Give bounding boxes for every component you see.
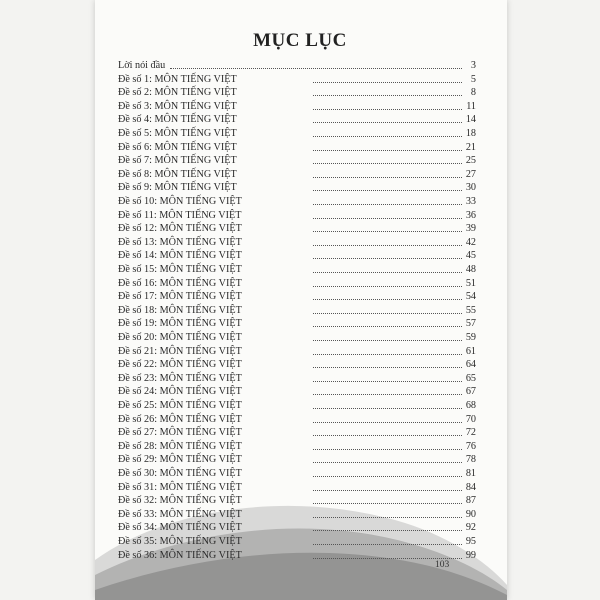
toc-entry-label: Đề số 26: MÔN TIẾNG VIỆT <box>118 413 242 425</box>
toc-entry-page: 57 <box>465 318 476 330</box>
toc-entry <box>118 263 476 276</box>
toc-entry-page: 11 <box>466 100 476 112</box>
toc-entry-page: 21 <box>465 141 476 153</box>
toc-entry-label: Đề số 30: MÔN TIẾNG VIỆT <box>118 468 242 479</box>
dot-leader <box>313 530 462 531</box>
dot-leader <box>313 299 462 300</box>
toc-entry <box>118 249 476 262</box>
toc-entry-label: Đề số 10: MÔN TIẾNG VIỆT <box>118 196 242 207</box>
dot-leader <box>313 476 462 477</box>
toc-entry-page: 95 <box>465 536 476 547</box>
toc-entry-page: 81 <box>465 468 476 479</box>
dot-leader <box>313 340 462 341</box>
dot-leader <box>313 136 462 137</box>
toc-entry <box>118 345 476 358</box>
toc-entry <box>118 372 476 385</box>
toc-entry-page: 18 <box>465 128 476 139</box>
toc-entry-label: Đề số 35: MÔN TIẾNG VIỆT <box>118 536 242 547</box>
toc-entry <box>118 481 476 494</box>
toc-entry <box>118 521 476 534</box>
toc-entry-page: 14 <box>465 114 476 126</box>
toc-entry-page: 8 <box>470 87 476 99</box>
toc-entry-page: 33 <box>465 196 476 207</box>
toc-entry-page: 99 <box>465 549 476 561</box>
toc-entry-label: Đề số 12: MÔN TIẾNG VIỆT <box>118 223 242 235</box>
toc-entry-page: 92 <box>465 522 476 534</box>
toc-entry-label: Đề số 18: MÔN TIẾNG VIỆT <box>118 304 242 316</box>
page-number: 103 <box>435 560 450 570</box>
toc-entry-label: Đề số 13: MÔN TIẾNG VIỆT <box>118 236 242 248</box>
toc-entry <box>118 154 476 167</box>
dot-leader <box>313 231 462 232</box>
toc-entry-label: Đề số 32: MÔN TIẾNG VIỆT <box>118 495 242 507</box>
dot-leader <box>313 490 462 491</box>
toc-entry <box>118 399 476 412</box>
toc-entry-label: Đề số 6: MÔN TIẾNG VIỆT <box>118 141 237 153</box>
dot-leader <box>313 109 462 110</box>
dot-leader <box>313 272 462 273</box>
toc-entry <box>118 304 476 317</box>
toc-entry <box>118 535 476 548</box>
toc-entry <box>118 317 476 330</box>
dot-leader <box>313 394 462 395</box>
toc-entry <box>118 440 476 453</box>
toc-entry <box>118 127 476 140</box>
toc-entry-label: Đề số 20: MÔN TIẾNG VIỆT <box>118 332 242 343</box>
toc-entry <box>118 413 476 426</box>
toc-entry-page: 65 <box>465 372 476 384</box>
dot-leader <box>313 544 462 545</box>
toc-entry-label: Đề số 21: MÔN TIẾNG VIỆT <box>118 345 242 357</box>
toc-entry <box>118 385 476 398</box>
toc-entry-label: Đề số 4: MÔN TIẾNG VIỆT <box>118 114 237 126</box>
toc-entry <box>118 236 476 249</box>
toc-entry-label: Đề số 33: MÔN TIẾNG VIỆT <box>118 508 242 520</box>
toc-entry <box>118 494 476 507</box>
dot-leader <box>313 449 462 450</box>
toc-entry-page: 59 <box>465 332 476 343</box>
toc-entry <box>118 73 476 86</box>
toc-entry <box>118 100 476 113</box>
toc-entry <box>118 113 476 126</box>
toc-entry <box>118 290 476 303</box>
dot-leader <box>313 558 462 559</box>
dot-leader <box>313 150 462 151</box>
toc-entry-page: 51 <box>465 277 476 289</box>
toc-entry <box>118 209 476 222</box>
dot-leader <box>313 422 462 423</box>
toc-entry-label: Đề số 11: MÔN TIẾNG VIỆT <box>118 209 242 221</box>
dot-leader <box>313 95 462 96</box>
toc-entry-page: 42 <box>465 236 476 248</box>
toc-entry-label: Lời nói đầu <box>118 60 166 71</box>
toc-entry-page: 3 <box>470 60 476 71</box>
toc-entry-page: 64 <box>465 359 476 371</box>
dot-leader <box>313 177 462 178</box>
toc-entry <box>118 277 476 290</box>
toc-entry-page: 45 <box>465 250 476 262</box>
toc-entry-label: Đề số 2: MÔN TIẾNG VIỆT <box>118 87 237 99</box>
toc-entry-label: Đề số 15: MÔN TIẾNG VIỆT <box>118 264 242 275</box>
toc-entry-page: 90 <box>465 508 476 520</box>
toc-entry-label: Đề số 8: MÔN TIẾNG VIỆT <box>118 168 237 180</box>
toc-entry-label: Đề số 36: MÔN TIẾNG VIỆT <box>118 549 242 561</box>
toc-entry-page: 87 <box>465 495 476 507</box>
toc-entry <box>118 86 476 99</box>
toc-entry-label: Đề số 16: MÔN TIẾNG VIỆT <box>118 277 242 289</box>
toc-entry-label: Đề số 27: MÔN TIẾNG VIỆT <box>118 427 242 439</box>
toc-entry <box>118 358 476 371</box>
toc-entry-label: Đề số 7: MÔN TIẾNG VIỆT <box>118 155 237 167</box>
toc-entry-page: 70 <box>465 413 476 425</box>
toc-entry <box>118 181 476 194</box>
toc-entry <box>118 59 476 72</box>
toc-entry-page: 68 <box>465 400 476 411</box>
dot-leader <box>313 286 462 287</box>
dot-leader <box>313 190 462 191</box>
toc-entry-label: Đề số 19: MÔN TIẾNG VIỆT <box>118 318 242 330</box>
dot-leader <box>313 462 462 463</box>
page-title: MỤC LỤC <box>253 30 347 51</box>
toc-entry-label: Đề số 14: MÔN TIẾNG VIỆT <box>118 250 242 262</box>
toc-entry-label: Đề số 5: MÔN TIẾNG VIỆT <box>118 128 237 139</box>
dot-leader <box>313 435 462 436</box>
dot-leader <box>313 408 462 409</box>
toc-entry-page: 76 <box>465 440 476 452</box>
toc-entry-label: Đề số 31: MÔN TIẾNG VIỆT <box>118 481 242 493</box>
toc-entry-label: Đề số 34: MÔN TIẾNG VIỆT <box>118 522 242 534</box>
toc-entry-label: Đề số 28: MÔN TIẾNG VIỆT <box>118 440 242 452</box>
dot-leader <box>313 517 462 518</box>
dot-leader <box>313 82 462 83</box>
toc-entry <box>118 426 476 439</box>
dot-leader <box>313 122 462 123</box>
toc-entry-label: Đề số 17: MÔN TIẾNG VIỆT <box>118 291 242 303</box>
dot-leader <box>170 68 462 69</box>
dot-leader <box>313 326 462 327</box>
toc-entry-page: 39 <box>465 223 476 235</box>
toc-entry-label: Đề số 25: MÔN TIẾNG VIỆT <box>118 400 242 411</box>
toc-entry-page: 67 <box>465 386 476 398</box>
toc-entry <box>118 222 476 235</box>
toc-entry-page: 5 <box>470 73 476 85</box>
toc-entry-label: Đề số 24: MÔN TIẾNG VIỆT <box>118 386 242 398</box>
dot-leader <box>313 381 462 382</box>
toc-entry-page: 48 <box>465 264 476 275</box>
toc-entry-label: Đề số 22: MÔN TIẾNG VIỆT <box>118 359 242 371</box>
dot-leader <box>313 313 462 314</box>
toc-entry <box>118 168 476 181</box>
toc-entry-page: 72 <box>465 427 476 439</box>
dot-leader <box>313 218 462 219</box>
toc-entry <box>118 508 476 521</box>
dot-leader <box>313 245 462 246</box>
toc-entry-page: 25 <box>465 155 476 167</box>
toc-entry <box>118 453 476 466</box>
toc-entry <box>118 549 476 562</box>
toc-entry-page: 61 <box>465 345 476 357</box>
toc-entry-page: 27 <box>465 168 476 180</box>
toc-entry <box>118 331 476 344</box>
toc-entry-page: 78 <box>465 454 476 466</box>
toc-entry-page: 30 <box>465 182 476 194</box>
toc-entry-label: Đề số 23: MÔN TIẾNG VIỆT <box>118 372 242 384</box>
toc-entry-page: 54 <box>465 291 476 303</box>
toc-entry-label: Đề số 3: MÔN TIẾNG VIỆT <box>118 100 237 112</box>
toc-entry-page: 55 <box>465 304 476 316</box>
dot-leader <box>313 503 462 504</box>
toc-entry-label: Đề số 9: MÔN TIẾNG VIỆT <box>118 182 237 194</box>
toc-entry-page: 36 <box>465 209 476 221</box>
toc-entry-label: Đề số 1: MÔN TIẾNG VIỆT <box>118 73 237 85</box>
toc-entry-label: Đề số 29: MÔN TIẾNG VIỆT <box>118 454 242 466</box>
toc-entry <box>118 195 476 208</box>
toc-entry <box>118 467 476 480</box>
dot-leader <box>313 354 462 355</box>
dot-leader <box>313 258 462 259</box>
toc-entry <box>118 141 476 154</box>
dot-leader <box>313 204 462 205</box>
toc-entry-page: 84 <box>465 481 476 493</box>
dot-leader <box>313 163 462 164</box>
dot-leader <box>313 367 462 368</box>
